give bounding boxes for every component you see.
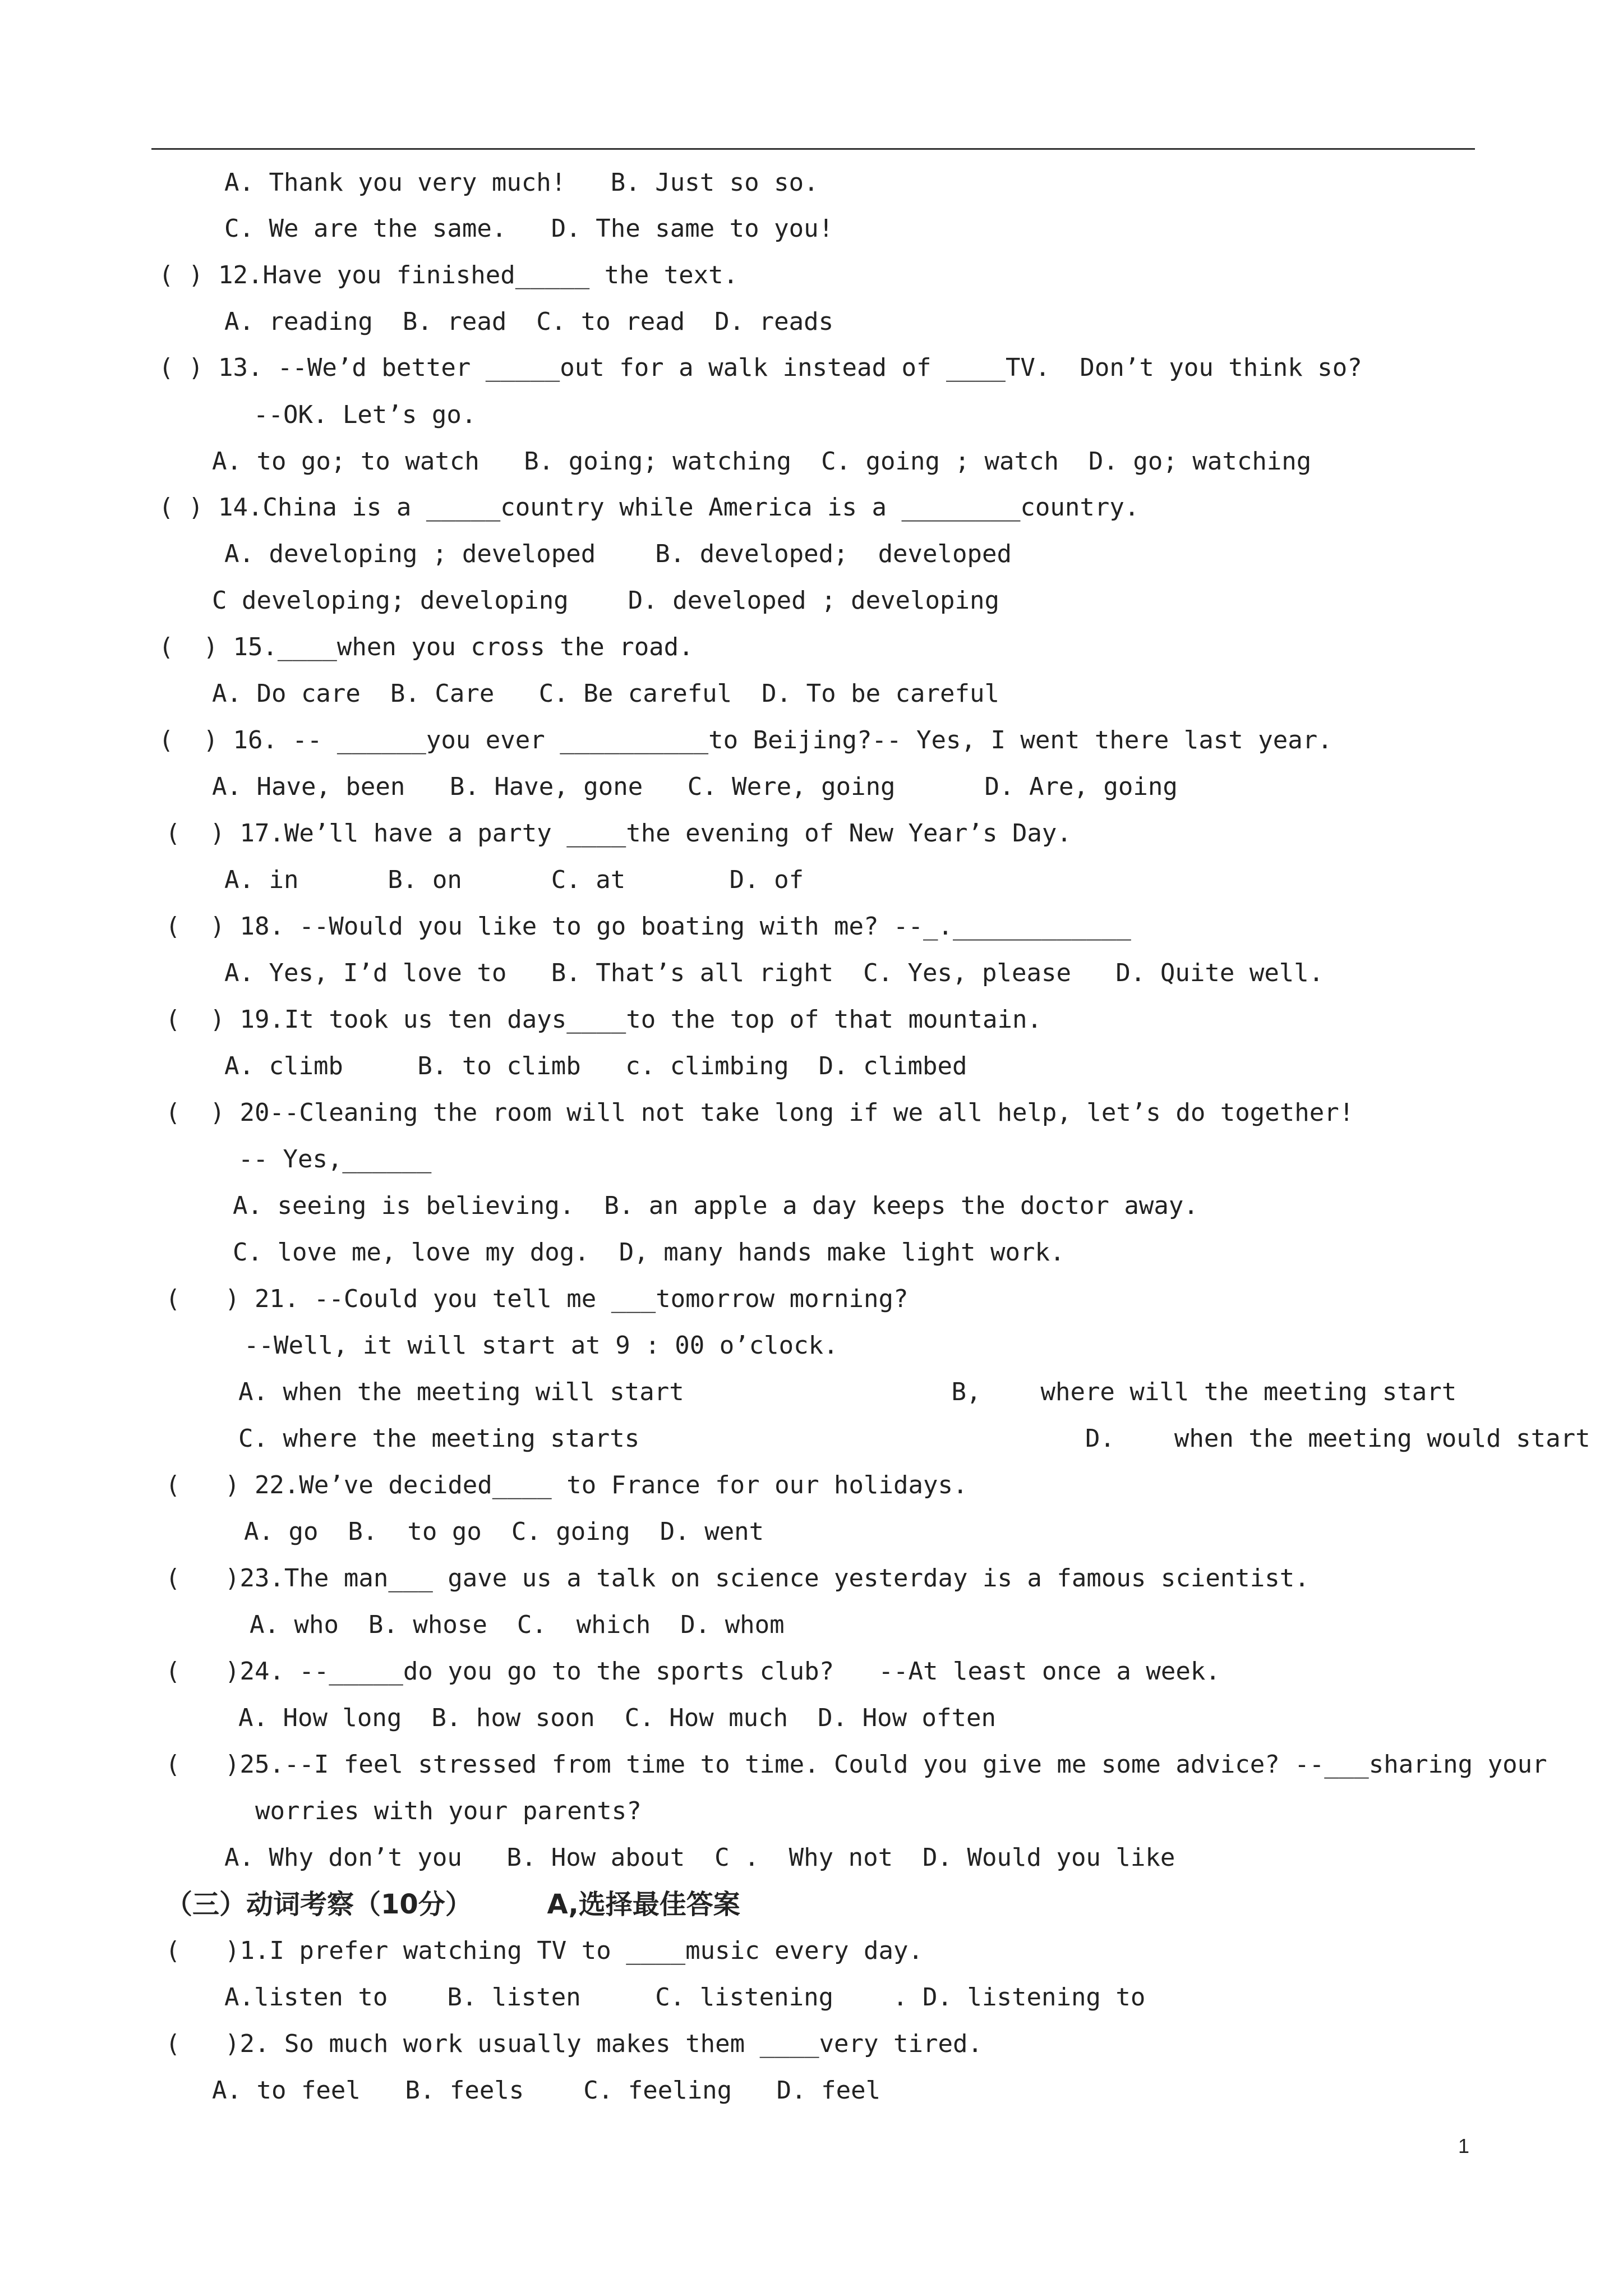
options-line: A. go B. to go C. going D. went [244, 1517, 764, 1546]
question-line: ( ) 15.____when you cross the road. [159, 633, 694, 661]
question-line: ( ) 17.We’ll have a party ____the evening of New Year’s Day. [165, 819, 1072, 848]
question-line: ( ) 18. --Would you like to go boating with me? --_.____________ [165, 912, 1131, 941]
question-line: ( ) 13. --We’d better _____out for a walk instead of ____TV. Don’t you think so? [159, 353, 1362, 382]
question-line: ( ) 19.It took us ten days____to the top of that mountain. [165, 1005, 1042, 1034]
question-line: ( ) 16. -- ______you ever __________to Beijing?-- Yes, I went there last year. [159, 726, 1332, 754]
question-line: ( )2. So much work usually makes them ____very tired. [165, 2030, 983, 2058]
question-line: ( )24. --_____do you go to the sports club? --At least once a week. [165, 1657, 1220, 1686]
options-line: A. developing ; developed B. developed; developed [224, 540, 1012, 568]
options-line: C. love me, love my dog. D, many hands make light work. [233, 1238, 1065, 1267]
question-line: ( ) 20--Cleaning the room will not take long if we all help, let’s do together! [165, 1098, 1354, 1127]
options-line: A. Do care B. Care C. Be careful D. To be careful [212, 679, 999, 708]
options-line: A. seeing is believing. B. an apple a day keeps the doctor away. [233, 1191, 1198, 1220]
text-line: -- Yes,______ [238, 1145, 432, 1174]
question-line: ( ) 14.China is a _____country while America is a ________country. [159, 493, 1140, 522]
options-line: A. to go; to watch B. going; watching C. going ; watch D. go; watching [212, 447, 1312, 476]
options-line: A. climb B. to climb c. climbing D. climbed [224, 1052, 967, 1080]
options-line: C. where the meeting starts D. when the meeting would start [238, 1424, 1590, 1453]
options-line: A. who B. whose C. which D. whom [250, 1611, 785, 1639]
header-rule [151, 148, 1475, 150]
text-line: A. Thank you very much! B. Just so so. [224, 168, 819, 197]
question-line: ( )23.The man___ gave us a talk on science yesterday is a famous scientist. [165, 1564, 1310, 1593]
text-line: worries with your parents? [255, 1797, 642, 1825]
question-line: ( )1.I prefer watching TV to ____music every day. [165, 1936, 924, 1965]
section-heading: （三）动词考察（10分） A,选择最佳答案 [165, 1889, 740, 1920]
options-line: A. How long B. how soon C. How much D. How often [238, 1704, 997, 1732]
options-line: A.listen to B. listen C. listening . D. listening to [224, 1983, 1146, 2012]
options-line: A. when the meeting will start B, where will the meeting start [238, 1378, 1457, 1406]
options-line: C developing; developing D. developed ; developing [212, 586, 999, 615]
options-line: A. Yes, I’d love to B. That’s all right C. Yes, please D. Quite well. [224, 959, 1324, 987]
text-line: --OK. Let’s go. [253, 401, 477, 429]
options-line: A. to feel B. feels C. feeling D. feel [212, 2076, 881, 2105]
options-line: A. Why don’t you B. How about C . Why not D. Would you like [224, 1843, 1175, 1872]
page-number: 1 [1458, 2134, 1470, 2157]
question-line: ( ) 12.Have you finished_____ the text. [159, 261, 739, 289]
options-line: A. Have, been B. Have, gone C. Were, going D. Are, going [212, 772, 1178, 801]
question-line: ( ) 22.We’ve decided____ to France for our holidays. [165, 1471, 968, 1499]
text-line: C. We are the same. D. The same to you! [224, 214, 834, 243]
question-line: ( ) 21. --Could you tell me ___tomorrow morning? [165, 1285, 909, 1313]
question-line: ( )25.--I feel stressed from time to time. Could you give me some advice? --___sharing your [165, 1750, 1547, 1779]
options-line: A. reading B. read C. to read D. reads [224, 307, 834, 336]
options-line: A. in B. on C. at D. of [224, 866, 804, 894]
text-line: --Well, it will start at 9 : 00 o’clock. [244, 1331, 838, 1360]
